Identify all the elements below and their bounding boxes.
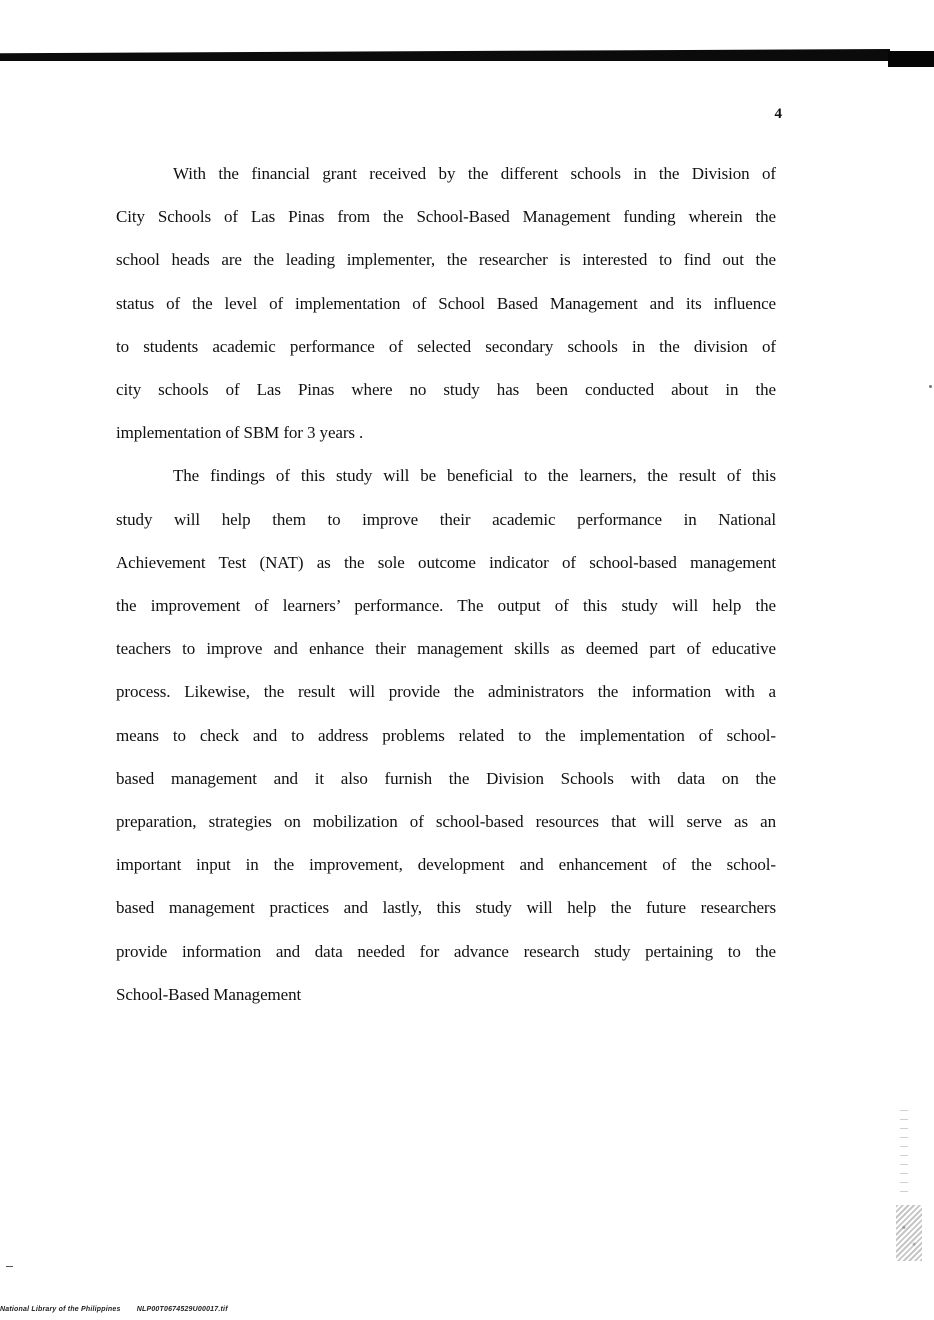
scan-tick-mark — [6, 1266, 13, 1267]
paragraph-1 — [116, 152, 776, 454]
scan-border-corner — [888, 51, 934, 67]
text-line: city schools of Las Pinas where no study has been conducted about in the — [116, 380, 776, 400]
text-line: study will help them to improve their academic performance in National — [116, 509, 776, 529]
archive-footer-stamp — [0, 1306, 228, 1313]
text-line: based management practices and lastly, this study will help the future researchers — [116, 898, 776, 918]
scan-border-strip — [0, 49, 890, 61]
scan-border-bar — [0, 49, 934, 67]
text-line: implementation of SBM for 3 years . — [116, 423, 364, 443]
text-line: The findings of this study will be beneficial to the learners, the result of this — [173, 466, 776, 486]
paragraph-2 — [116, 454, 776, 1016]
text-line: based management and it also furnish the Division Schools with data on the — [116, 768, 776, 788]
scan-speck — [929, 385, 932, 388]
text-line: the improvement of learners’ performance. The output of this study will help the — [116, 596, 776, 616]
document-body — [116, 152, 776, 1016]
footer-file-id: NLP00T0674529U00017.tif — [136, 1306, 228, 1313]
text-line: important input in the improvement, development and enhancement of the school- — [116, 855, 776, 875]
text-line: teachers to improve and enhance their management skills as deemed part of educative — [116, 639, 776, 659]
text-line: Achievement Test (NAT) as the sole outcome indicator of school-based management — [116, 552, 776, 572]
text-line: process. Likewise, the result will provide the administrators the information with a — [116, 682, 776, 702]
page-number: 4 — [774, 106, 782, 122]
text-line: City Schools of Las Pinas from the School-Based Management funding wherein the — [116, 207, 776, 227]
text-line: status of the level of implementation of School Based Management and its influence — [116, 293, 776, 313]
text-line: provide information and data needed for advance research study pertaining to the — [116, 941, 776, 961]
text-line: school heads are the leading implementer, the researcher is interested to find out the — [116, 250, 776, 270]
text-line: School-Based Management — [116, 984, 302, 1004]
footer-library-name: National Library of the Philippines — [0, 1306, 121, 1313]
scan-noise-patch — [896, 1205, 922, 1261]
text-line: preparation, strategies on mobilization of school-based resources that will serve as an — [116, 812, 776, 832]
text-line: means to check and to address problems related to the implementation of school- — [116, 725, 776, 745]
text-line: to students academic performance of selected secondary schools in the division of — [116, 336, 776, 356]
scan-noise-trail — [900, 1110, 908, 1200]
text-line: With the financial grant received by the different schools in the Division of — [173, 164, 776, 183]
